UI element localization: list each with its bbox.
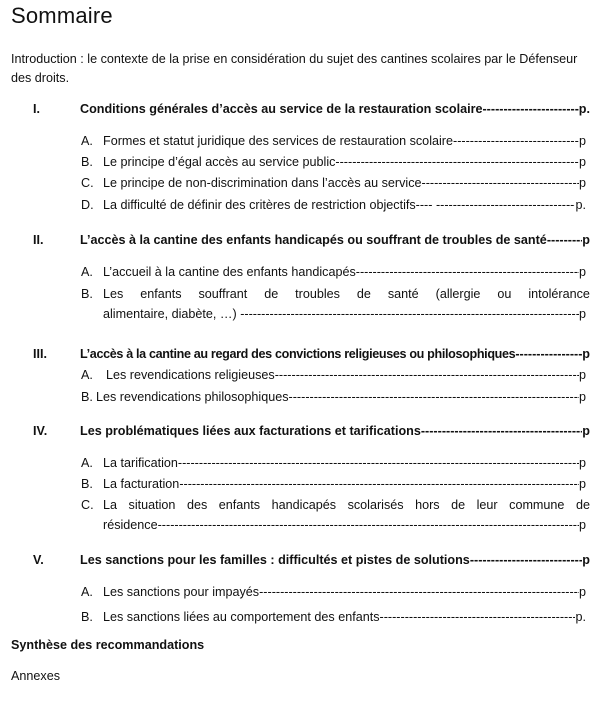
word: enfants [140,287,182,301]
subsection-letter: A. [81,265,93,279]
toc-subsection-1d[interactable] [81,196,586,215]
word: commune [509,498,565,512]
dot-leader [356,263,579,282]
toc-section-5[interactable] [33,551,590,570]
subsection-letter: C. [81,498,94,512]
subsection-letter: A. [81,456,93,470]
section-label: Les sanctions pour les familles : difficultés et pistes de solutions [80,553,470,567]
toc-subsection-3a[interactable] [81,366,586,385]
section-number: III. [33,347,47,361]
word: situation [128,498,176,512]
page-ref: p [578,134,586,148]
page-ref: p [578,585,586,599]
dot-leader [240,305,579,324]
subsection-label: Formes et statut juridique des services de restauration scolaire [103,134,453,148]
subsection-letter: A. [81,134,93,148]
toc-subsection-4b[interactable] [81,475,586,494]
dot-leader [436,196,576,215]
page-ref: p [582,553,590,567]
dot-leader [482,100,578,119]
dot-leader [178,454,579,473]
subsection-label: Les sanctions liées au comportement des enfants [103,610,380,624]
subsection-label: L’accueil à la cantine des enfants handicapés [103,265,356,279]
page-ref: p [578,176,586,190]
word: des [186,498,208,512]
subsection-label: La facturation [103,477,180,491]
page-ref: p. [575,198,586,212]
toc-subsection-2a[interactable] [81,263,586,282]
subsection-label: Les sanctions pour impayés [103,585,260,599]
synthesis-entry[interactable]: Synthèse des recommandations [11,638,205,652]
word: souffrant [198,287,248,301]
page-ref: p [582,347,590,361]
section-number: II. [33,233,44,247]
word: ou [497,287,512,301]
page-ref: p [578,155,586,169]
subsection-letter: C. [81,176,94,190]
dot-leader [289,388,579,407]
subsection-label: La tarification [103,456,178,470]
dot-leader [275,366,579,385]
word: hors [415,498,440,512]
section-label: L’accès à la cantine des enfants handicapés ou souffrant de troubles de santé [80,233,547,247]
dot-leader [453,132,579,151]
word: handicapés [271,498,337,512]
subsection-letter: B. [81,390,93,404]
subsection-letter: A. [81,585,93,599]
section-number: I. [33,102,40,116]
word: de [575,498,590,512]
word: (allergie [435,287,481,301]
page-ref: p [578,518,586,532]
word: santé [387,287,419,301]
subsection-label: La difficulté de définir des critères de restriction objectifs---- [103,198,436,212]
toc-subsection-4c[interactable] [81,494,590,535]
subsection-letter: D. [81,198,94,212]
subsection-letter: B. [81,477,93,491]
dot-leader [422,174,579,193]
subsection-label-line2: alimentaire, diabète, …) [103,307,241,321]
subsection-label-line1 [103,494,590,516]
section-number: V. [33,553,44,567]
toc-subsection-5b[interactable] [81,608,586,627]
toc-section-4[interactable] [33,422,590,441]
subsection-letter: B. [81,610,93,624]
page-ref: p. [578,102,590,116]
toc-subsection-1c[interactable] [81,174,586,193]
page-ref: p [582,424,590,438]
toc-subsection-2b[interactable] [81,283,590,324]
toc-subsection-3b[interactable] [81,388,586,407]
word: de [356,287,371,301]
section-label: L’accès à la cantine au regard des convictions religieuses ou philosophiques [80,347,516,361]
dot-leader [380,608,576,627]
word: Les [103,287,124,301]
dot-leader [179,475,579,494]
page-ref: p [578,456,586,470]
dot-leader [470,551,582,570]
subsection-letter: B. [81,287,93,301]
toc-subsection-1b[interactable] [81,153,586,172]
dot-leader [158,516,579,535]
word: scolarisés [347,498,404,512]
page-ref: p [578,265,586,279]
toc-subsection-1a[interactable] [81,132,586,151]
page-ref: p. [575,610,586,624]
subsection-label: Le principe d’égal accès au service public [103,155,336,169]
dot-leader [259,583,579,602]
toc-subsection-5a[interactable] [81,583,586,602]
subsection-letter: A. [81,368,93,382]
dot-leader [547,231,582,250]
subsection-label: Le principe de non-discrimination dans l’accès au service [103,176,422,190]
section-label: Conditions générales d’accès au service de la restauration scolaire [80,102,483,116]
subsection-label: Les revendications philosophiques [96,390,289,404]
word: de [264,287,279,301]
page-ref: p [582,233,590,247]
toc-section-2[interactable] [33,231,590,250]
page-title: Sommaire [11,3,113,28]
dot-leader [421,422,582,441]
word: de [451,498,466,512]
section-number: IV. [33,424,48,438]
page-ref: p [578,368,586,382]
section-label: Les problématiques liées aux facturations et tarifications [80,424,421,438]
toc-subsection-4a[interactable] [81,454,586,473]
intro-entry: Introduction : le contexte de la prise en considération du sujet des cantines scolaires par le Défenseur des droits. [11,52,578,85]
subsection-letter: B. [81,155,93,169]
word: enfants [218,498,261,512]
subsection-label-line1 [103,283,590,305]
toc-section-3[interactable] [33,345,590,364]
dot-leader [515,345,582,364]
subsection-label-line2: résidence [103,518,158,532]
word: La [103,498,118,512]
page-ref: p [578,307,586,321]
word: intolérance [528,287,590,301]
word: troubles [295,287,340,301]
word: leur [476,498,498,512]
page-ref: p [578,477,586,491]
toc-section-1[interactable] [33,100,590,119]
annexes-entry[interactable]: Annexes [11,669,61,683]
subsection-label: Les revendications religieuses [106,368,275,382]
dot-leader [335,153,579,172]
page-ref: p [578,390,586,404]
